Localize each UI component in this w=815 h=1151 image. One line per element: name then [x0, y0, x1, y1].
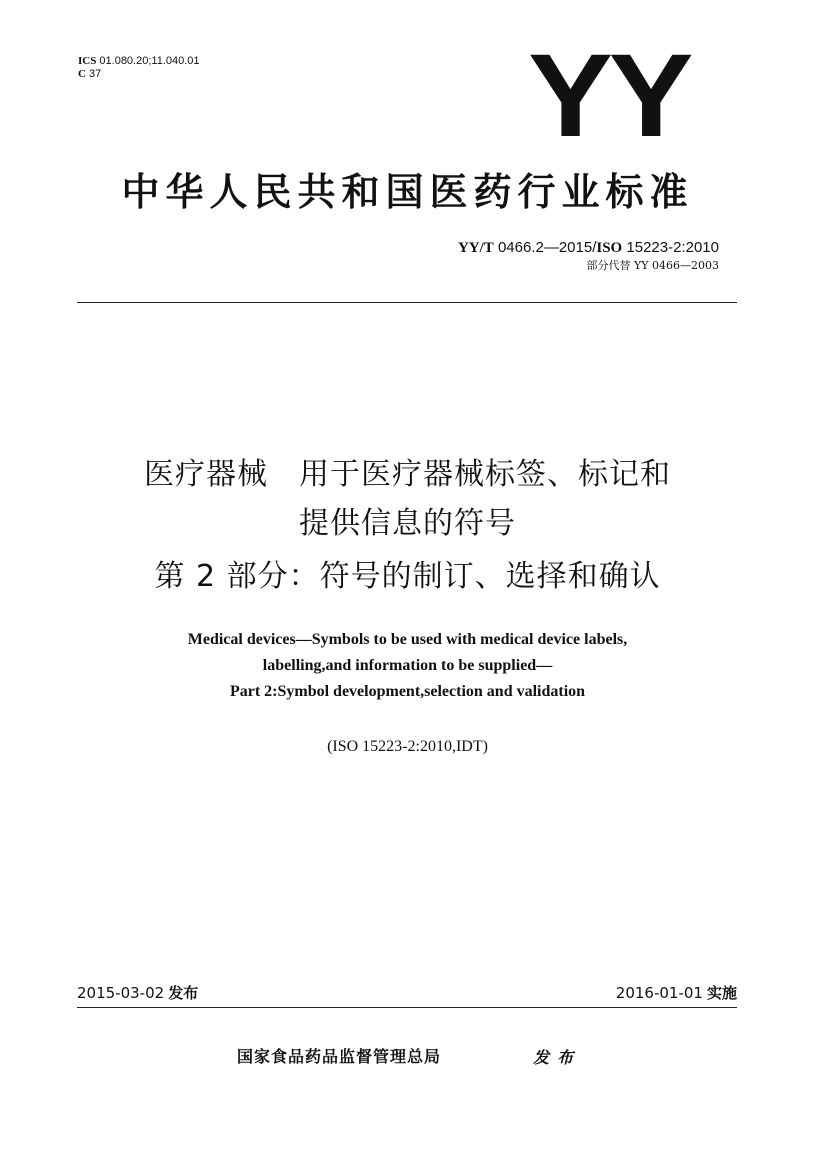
iso-number: 15223-2:2010 [626, 239, 719, 256]
english-title-line-2: labelling,and information to be supplied— [262, 657, 553, 674]
ics-line [78, 55, 200, 68]
issue-date [77, 983, 198, 1003]
ccs-line [78, 68, 200, 81]
implementation-date-value: 2016-01-01 [615, 984, 703, 1002]
english-title-line-1: Medical devices—Symbols to be used with medical device labels, [187, 631, 628, 648]
issue-label: 发布 [168, 984, 199, 1002]
implementation-date [616, 983, 737, 1003]
standard-number [458, 239, 719, 257]
classification-codes [78, 55, 200, 81]
chinese-title-line-3: 第 2 部分：符号的制订、选择和确认 [154, 559, 661, 594]
standard-number-value: 0466.2—2015/ [497, 239, 597, 256]
top-divider [77, 302, 737, 303]
ics-codes: 01.080.20;11.040.01 [99, 55, 200, 67]
ccs-code: 37 [89, 68, 102, 80]
issue-date-value: 2015-03-02 [77, 984, 165, 1002]
standard-number-prefix: YY/T [457, 240, 494, 256]
replaces-note: 部分代替 YY 0466—2003 [586, 259, 719, 272]
adoption-note: (ISO 15223-2:2010,IDT) [327, 738, 488, 755]
english-title-line-3: Part 2:Symbol development,selection and validation [229, 683, 586, 700]
implementation-label: 实施 [706, 984, 737, 1002]
publisher-action: 发布 [533, 1048, 582, 1067]
chinese-title-line-1: 医疗器械 用于医疗器械标签、标记和 [144, 457, 671, 492]
bottom-divider [77, 1007, 737, 1008]
ics-label: ICS [78, 55, 97, 67]
iso-prefix: ISO [596, 240, 623, 256]
ccs-label: C [78, 68, 86, 80]
chinese-title-line-2: 提供信息的符号 [299, 506, 516, 541]
yy-logo: YY [528, 30, 690, 162]
national-standard-title: 中华人民共和国医药行业标准 [121, 170, 694, 214]
publisher-name: 国家食品药品监督管理总局 [237, 1047, 442, 1066]
